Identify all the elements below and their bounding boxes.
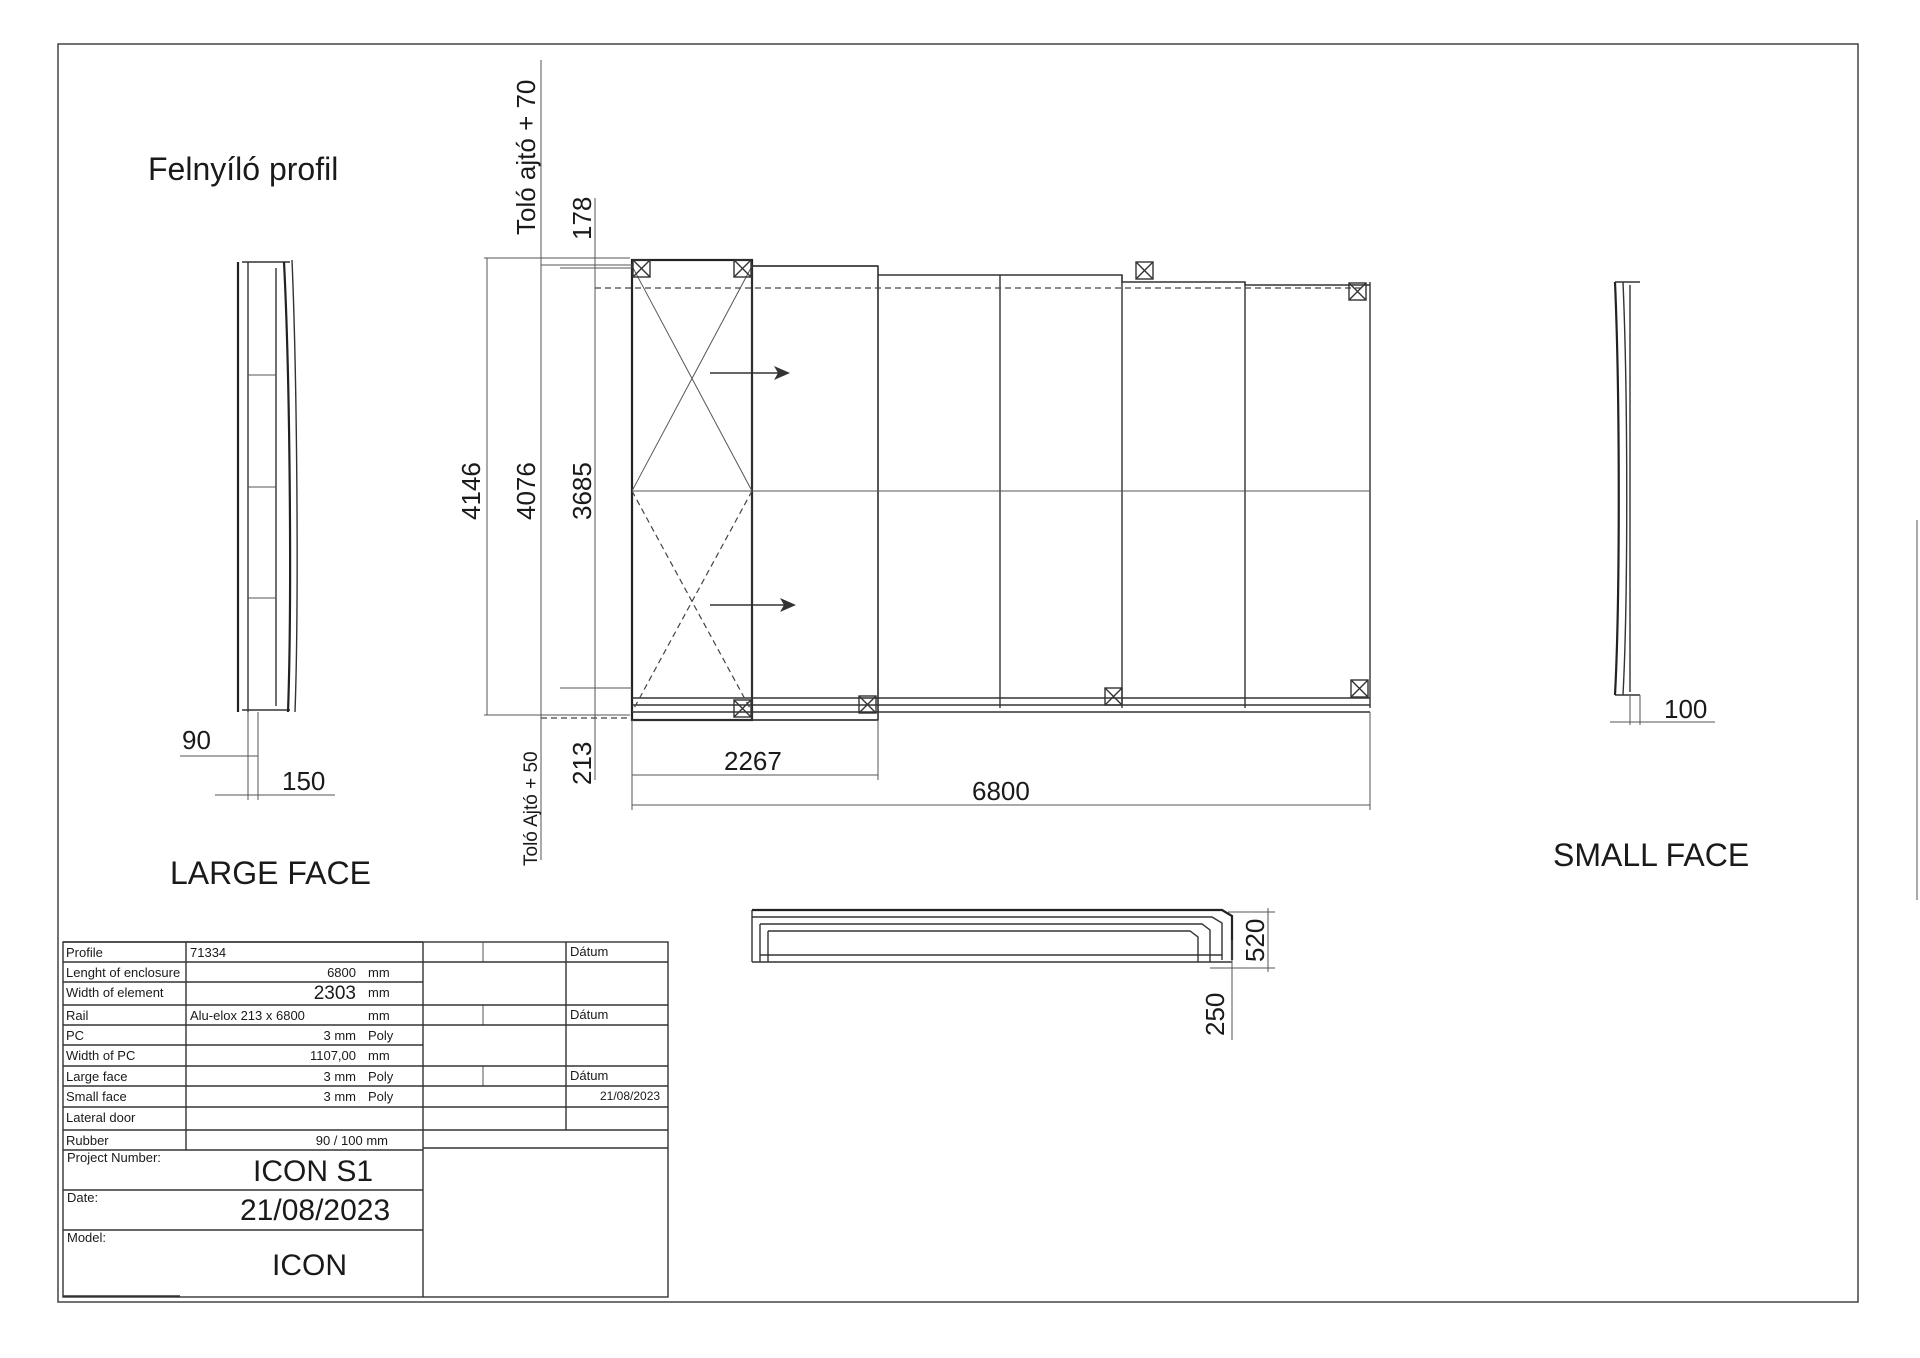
- title-block-row-label: Profile: [66, 945, 103, 960]
- dim-plan-height: 520: [1240, 918, 1270, 962]
- datum-label-2: Dátum: [570, 1007, 609, 1022]
- dim-plan-offset: 250: [1200, 992, 1230, 1036]
- title-block-row-unit: mm: [368, 965, 390, 980]
- title-block-row-label: Rail: [66, 1008, 89, 1023]
- dim-bottom-offset: 213: [567, 741, 597, 785]
- plan-view: [752, 908, 1275, 1040]
- datum-label-3: Dátum: [570, 1068, 609, 1083]
- dim-large-face-90: 90: [182, 725, 211, 755]
- title-block-row-value: 71334: [190, 945, 227, 960]
- title-block-row-value: 6800: [327, 965, 356, 980]
- title-block-row-label: Small face: [66, 1089, 127, 1104]
- datum-value: 21/08/2023: [600, 1089, 661, 1103]
- model-label: Model:: [67, 1230, 107, 1245]
- date-value: 21/08/2023: [240, 1194, 391, 1227]
- project-number-label: Project Number:: [67, 1150, 161, 1165]
- title-block-row-value: 90 / 100 mm: [315, 1133, 388, 1148]
- title-block-row-label: Lateral door: [66, 1110, 136, 1125]
- title-block-row-label: Width of element: [66, 985, 164, 1000]
- small-face-profile: [1610, 282, 1715, 725]
- title-block-row-value: 3 mm: [323, 1028, 356, 1043]
- title-block-row-unit: Poly: [368, 1069, 394, 1084]
- bottom-note: Toló Ajtó + 50: [521, 751, 542, 866]
- sheet-frame: [58, 44, 1858, 1302]
- title-block-row-label: PC: [66, 1028, 85, 1043]
- title-block-row-unit: Poly: [368, 1028, 394, 1043]
- dim-small-face-100: 100: [1664, 694, 1708, 724]
- title-block-row-value: 1107,00: [309, 1048, 356, 1063]
- title-block-row-label: Lenght of enclosure: [66, 965, 181, 980]
- title-block-row-unit: mm: [368, 1008, 390, 1023]
- title-block-row-value: Alu-elox 213 x 6800: [190, 1008, 305, 1023]
- title-block-row-unit: mm: [368, 1048, 390, 1063]
- title-block-row-value: 2303: [313, 983, 356, 1004]
- title-block-row-value: 3 mm: [323, 1069, 356, 1084]
- top-note: Toló ajtó + 70: [511, 79, 541, 235]
- dim-large-face-150: 150: [282, 766, 326, 796]
- main-elevation: [484, 60, 1370, 860]
- dim-overall-height: 4146: [456, 462, 486, 520]
- date-label: Date:: [67, 1190, 99, 1205]
- title-block-row-label: Large face: [66, 1069, 128, 1084]
- title-block-row-label: Width of PC: [66, 1048, 136, 1063]
- title-block-row-unit: Poly: [368, 1089, 394, 1104]
- large-face-profile: [180, 260, 335, 800]
- datum-label-1: Dátum: [570, 944, 609, 959]
- small-face-label: SMALL FACE: [1553, 837, 1750, 873]
- large-face-label: LARGE FACE: [170, 855, 371, 891]
- profile-title: Felnyíló profil: [148, 151, 339, 187]
- model-value: ICON: [272, 1249, 347, 1282]
- dim-door-width: 2267: [724, 746, 782, 776]
- dim-rail-height: 3685: [567, 462, 597, 520]
- project-number: ICON S1: [253, 1155, 374, 1188]
- dim-inner-height: 4076: [511, 462, 541, 520]
- title-block-row-label: Rubber: [66, 1133, 109, 1148]
- dim-total-length: 6800: [972, 776, 1030, 806]
- dim-top-offset: 178: [567, 196, 597, 240]
- title-block-row-unit: mm: [368, 985, 390, 1000]
- title-block-row-value: 3 mm: [323, 1089, 356, 1104]
